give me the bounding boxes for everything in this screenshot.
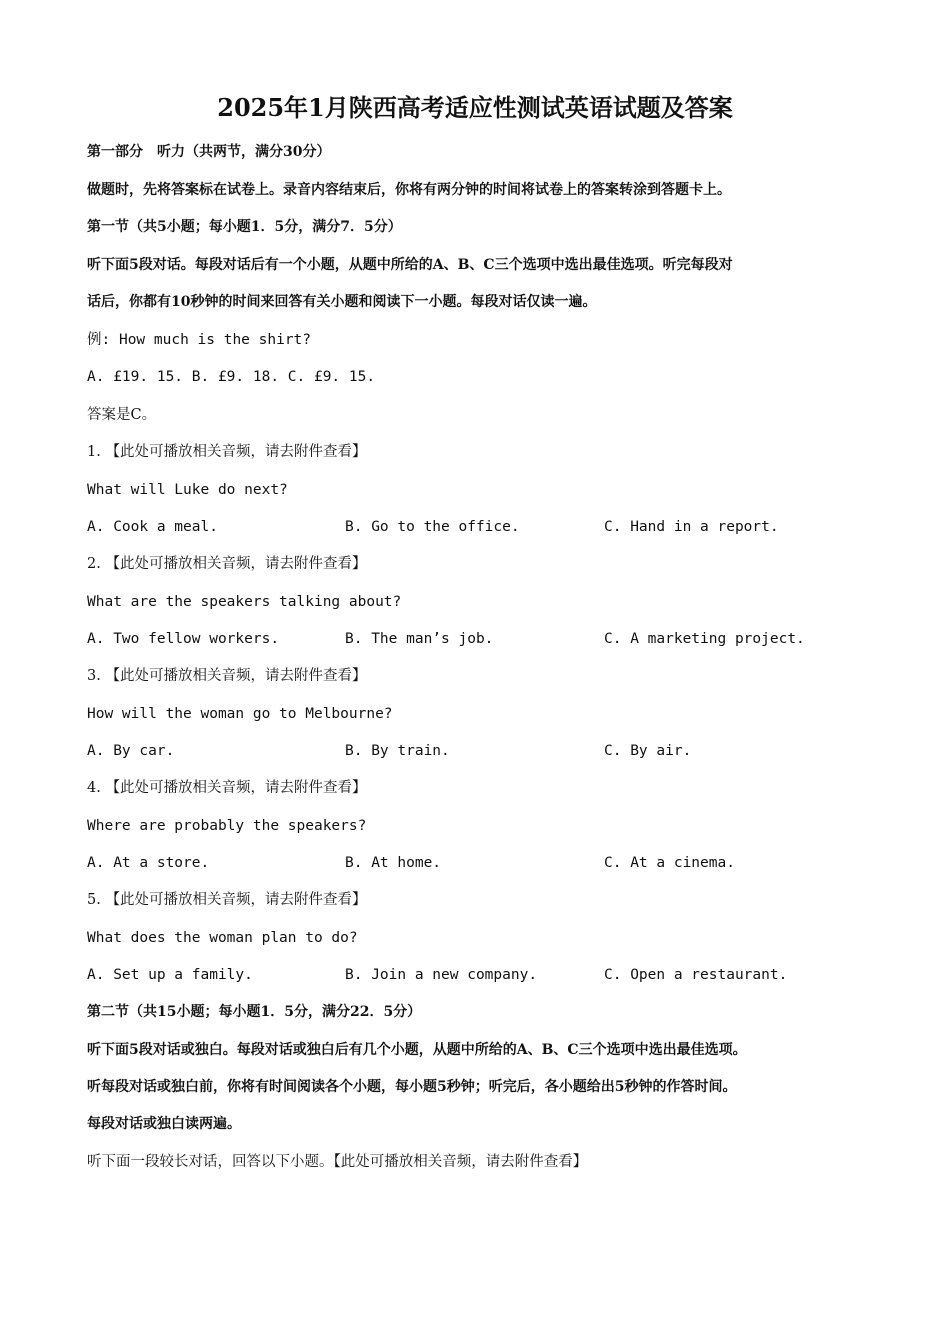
- question-options: [87, 515, 887, 539]
- option-b: B. By train.: [345, 743, 450, 759]
- question-options: [87, 963, 887, 987]
- section1-instructions-line: 话后，你都有10秒钟的时间来回答有关小题和阅读下一小题。每段对话仅读一遍。: [87, 294, 597, 310]
- audio-placeholder[interactable]: 2. 【此处可播放相关音频，请去附件查看】: [87, 556, 367, 572]
- section2-instructions-line: 听下面5段对话或独白。每段对话或独白后有几个小题，从题中所给的A、B、C三个选项中选出最佳选项。: [87, 1042, 747, 1058]
- option-b: B. At home.: [345, 855, 442, 871]
- question-text: Where are probably the speakers?: [87, 818, 367, 834]
- long-dialogue-prompt[interactable]: 听下面一段较长对话，回答以下小题。【此处可播放相关音频，请去附件查看】: [87, 1154, 588, 1170]
- question-text: What will Luke do next?: [87, 482, 288, 498]
- section2-instructions-line: 听每段对话或独白前，你将有时间阅读各个小题，每小题5秒钟；听完后，各小题给出5秒钟的作答时间。: [87, 1079, 737, 1095]
- audio-placeholder[interactable]: 5. 【此处可播放相关音频，请去附件查看】: [87, 892, 367, 908]
- question-text: What are the speakers talking about?: [87, 594, 402, 610]
- example-question: 例: How much is the shirt?: [87, 332, 312, 348]
- question-options: [87, 627, 887, 651]
- audio-placeholder[interactable]: 4. 【此处可播放相关音频，请去附件查看】: [87, 780, 367, 796]
- section1-heading: 第一节（共5小题；每小题1．5分，满分7．5分）: [87, 219, 402, 235]
- option-a: A. By car.: [87, 743, 175, 759]
- question-text: What does the woman plan to do?: [87, 930, 358, 946]
- part1-heading: 第一部分 听力（共两节，满分30分）: [87, 144, 331, 160]
- option-b: B. Join a new company.: [345, 967, 538, 983]
- option-c: C. A marketing project.: [604, 631, 805, 647]
- example-answer: 答案是C。: [87, 407, 157, 423]
- option-c: C. Hand in a report.: [604, 519, 779, 535]
- audio-placeholder[interactable]: 1. 【此处可播放相关音频，请去附件查看】: [87, 444, 367, 460]
- question-options: [87, 739, 887, 763]
- section1-instructions-line: 听下面5段对话。每段对话后有一个小题，从题中所给的A、B、C三个选项中选出最佳选项。听完每段对: [87, 257, 733, 273]
- option-c: C. At a cinema.: [604, 855, 735, 871]
- option-a: A. Cook a meal.: [87, 519, 218, 535]
- section2-heading: 第二节（共15小题；每小题1．5分，满分22．5分）: [87, 1004, 422, 1020]
- option-c: C. By air.: [604, 743, 692, 759]
- option-b: B. The man’s job.: [345, 631, 494, 647]
- audio-placeholder[interactable]: 3. 【此处可播放相关音频，请去附件查看】: [87, 668, 367, 684]
- option-c: C. Open a restaurant.: [604, 967, 788, 983]
- option-b: B. Go to the office.: [345, 519, 520, 535]
- option-a: A. At a store.: [87, 855, 210, 871]
- question-text: How will the woman go to Melbourne?: [87, 706, 393, 722]
- example-options: A. £19. 15. B. £9. 18. C. £9. 15.: [87, 369, 376, 385]
- intro-text: 做题时，先将答案标在试卷上。录音内容结束后，你将有两分钟的时间将试卷上的答案转涂到答题卡上。: [87, 182, 731, 198]
- question-options: [87, 851, 887, 875]
- option-a: A. Set up a family.: [87, 967, 253, 983]
- option-a: A. Two fellow workers.: [87, 631, 280, 647]
- document-title: 2025年1月陕西高考适应性测试英语试题及答案: [217, 93, 733, 122]
- section2-instructions-line: 每段对话或独白读两遍。: [87, 1116, 241, 1132]
